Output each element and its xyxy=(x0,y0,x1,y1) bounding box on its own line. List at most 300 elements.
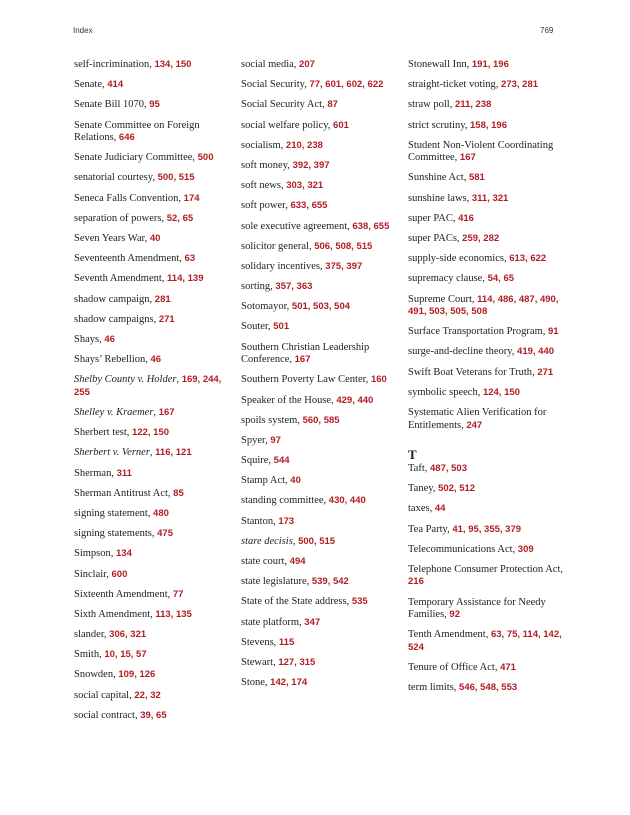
index-entry xyxy=(408,367,563,380)
term-separator: , xyxy=(176,374,182,386)
term-separator: , xyxy=(429,503,435,515)
term-separator: , xyxy=(331,394,337,406)
term-separator: , xyxy=(444,609,450,621)
term-separator: , xyxy=(106,568,112,580)
term-separator: , xyxy=(308,240,315,252)
index-entry xyxy=(408,253,563,266)
term-separator: , xyxy=(306,576,312,588)
index-term: supply-side economics xyxy=(408,253,504,265)
page-references: 546, 548, 553 xyxy=(459,682,518,694)
page-references: 480 xyxy=(153,507,169,519)
page-references: 87 xyxy=(327,99,338,111)
index-entry xyxy=(408,326,563,339)
index-entry xyxy=(408,544,563,557)
index-entry xyxy=(241,536,391,549)
index-column-1 xyxy=(74,59,224,730)
index-entry xyxy=(408,120,563,133)
page-references: 429, 440 xyxy=(336,394,374,406)
index-term: Seventh Amendment xyxy=(74,273,162,285)
index-entry xyxy=(408,463,563,476)
term-separator: , xyxy=(264,677,271,689)
index-term: Tea Party xyxy=(408,523,448,535)
term-separator: , xyxy=(304,79,310,91)
term-separator: , xyxy=(280,139,286,151)
index-term: Tenth Amendment xyxy=(408,629,486,641)
index-entry xyxy=(241,160,391,173)
index-term: term limits xyxy=(408,682,454,694)
page-references: 501 xyxy=(273,321,290,333)
index-entry xyxy=(241,415,391,428)
term-separator: , xyxy=(99,333,105,345)
term-separator: , xyxy=(126,427,133,439)
index-term: self-incrimination xyxy=(74,59,150,70)
page-references: 134 xyxy=(116,548,132,560)
index-letter-heading: T xyxy=(408,447,417,462)
page-references: 600 xyxy=(111,568,128,580)
term-separator: , xyxy=(145,354,151,366)
index-entry xyxy=(408,407,563,432)
page-references: 500 xyxy=(197,152,214,164)
index-entry xyxy=(241,99,391,112)
term-separator: , xyxy=(153,407,159,418)
index-term: state court xyxy=(241,556,285,567)
term-separator: , xyxy=(113,132,119,144)
page-references: 311, 321 xyxy=(471,192,509,204)
index-term: Temporary Assistance for Needy Families xyxy=(408,596,546,621)
index-term: taxes xyxy=(408,503,430,515)
term-separator: , xyxy=(134,709,141,721)
index-entry xyxy=(408,597,563,622)
index-entry xyxy=(241,516,391,529)
index-entry xyxy=(408,682,563,695)
page-references: 44 xyxy=(434,503,446,515)
index-term: Seven Years War xyxy=(74,233,145,244)
term-separator: , xyxy=(151,528,158,540)
page-references: 46 xyxy=(104,333,115,345)
index-entry xyxy=(408,99,563,112)
index-term: separation of powers xyxy=(74,212,162,224)
term-separator: , xyxy=(103,629,110,641)
index-entry xyxy=(241,200,391,213)
index-entry xyxy=(241,180,391,193)
term-separator: , xyxy=(494,662,501,673)
index-entry xyxy=(74,374,224,399)
index-term: supremacy clause xyxy=(408,273,483,285)
page-references: 113, 135 xyxy=(155,608,192,620)
page-references: 638, 655 xyxy=(352,220,390,232)
page-references: 116, 121 xyxy=(155,447,192,459)
index-entry xyxy=(408,140,563,165)
term-separator: , xyxy=(320,260,326,272)
index-entry xyxy=(74,407,224,420)
page-references: 91 xyxy=(547,326,559,338)
index-entry xyxy=(241,677,391,690)
index-term: Senate Judiciary Committee xyxy=(74,152,193,164)
page-references: 475 xyxy=(157,528,173,540)
index-term: Sotomayor xyxy=(241,301,287,313)
term-separator: , xyxy=(268,321,274,333)
index-entry xyxy=(241,395,391,408)
index-term: Speaker of the House xyxy=(241,394,332,406)
term-separator: , xyxy=(147,507,154,519)
page-references: 109, 126 xyxy=(118,669,156,681)
index-term: surge-and-decline theory xyxy=(408,346,512,358)
page-references: 167 xyxy=(459,152,476,164)
page-references: 281 xyxy=(154,293,171,305)
page-references: 114, 139 xyxy=(167,273,204,285)
page-references: 581 xyxy=(468,172,485,184)
index-entry xyxy=(74,468,224,481)
index-term: sunshine laws xyxy=(408,192,467,204)
term-separator: , xyxy=(297,414,303,426)
index-entry xyxy=(74,488,224,501)
index-entry xyxy=(408,524,563,537)
term-separator: , xyxy=(289,354,295,366)
page-references: 216 xyxy=(408,576,424,588)
index-term: Southern Poverty Law Center xyxy=(241,374,366,386)
index-term: socialism xyxy=(241,139,281,151)
index-term: strict scrutiny xyxy=(408,119,465,131)
index-entry xyxy=(408,172,563,185)
index-entry xyxy=(408,79,563,92)
index-term: social contract xyxy=(74,709,135,721)
index-term: signing statements xyxy=(74,528,152,540)
index-entry xyxy=(74,690,224,703)
index-entry xyxy=(241,59,391,72)
index-term: Southern Christian Leadership Conference xyxy=(241,341,370,366)
term-separator: , xyxy=(454,152,460,164)
term-separator: , xyxy=(322,99,328,111)
page-references: 247 xyxy=(466,419,483,431)
index-entry xyxy=(74,427,224,440)
index-entry xyxy=(241,221,391,234)
index-term: Sherbert test xyxy=(74,427,127,439)
index-entry xyxy=(74,120,224,145)
index-term: shadow campaign xyxy=(74,293,150,305)
page-references: 646 xyxy=(118,132,135,144)
index-term: Seventeenth Amendment xyxy=(74,253,180,265)
term-separator: , xyxy=(270,281,276,293)
page-references: 127, 315 xyxy=(278,656,316,668)
term-separator: , xyxy=(347,220,353,232)
index-term: shadow campaigns xyxy=(74,313,154,325)
index-term: Seneca Falls Convention xyxy=(74,192,179,204)
index-entry xyxy=(74,79,224,92)
index-entry xyxy=(408,193,563,206)
index-term: Senate xyxy=(74,79,102,91)
term-separator: , xyxy=(153,313,159,325)
index-entry xyxy=(74,710,224,723)
term-separator: , xyxy=(464,119,471,131)
index-entry xyxy=(74,629,224,642)
term-separator: , xyxy=(463,172,469,184)
index-term: social welfare policy xyxy=(241,119,328,131)
page-references: 124, 150 xyxy=(482,386,520,398)
page-references: 40 xyxy=(290,475,301,487)
term-separator: , xyxy=(273,515,279,527)
page-references: 22, 32 xyxy=(134,689,161,701)
index-term: Social Security Act xyxy=(241,99,323,111)
page-references: 77 xyxy=(172,588,184,600)
term-separator: , xyxy=(424,463,431,474)
index-term: solidary incentives xyxy=(241,260,321,272)
page-references: 160 xyxy=(370,374,387,386)
index-term: Simpson xyxy=(74,548,111,560)
index-entry xyxy=(74,528,224,541)
page-references: 10, 15, 57 xyxy=(104,649,147,661)
term-separator: , xyxy=(265,434,271,446)
term-separator: , xyxy=(192,152,198,164)
index-entry xyxy=(74,294,224,307)
page-references: 506, 508, 515 xyxy=(314,240,373,252)
page-references: 77, 601, 602, 622 xyxy=(309,79,384,91)
index-entry xyxy=(74,233,224,246)
index-term: Stevens xyxy=(241,636,274,648)
index-entry xyxy=(74,193,224,206)
term-separator: , xyxy=(273,636,279,648)
index-entry xyxy=(241,495,391,508)
index-term: Student Non-Violent Coordinating Committee xyxy=(408,139,554,164)
term-separator: , xyxy=(280,180,287,192)
index-column-3 xyxy=(408,59,563,702)
page-references: 271 xyxy=(537,366,554,378)
index-entry xyxy=(241,79,391,92)
page-references: 357, 363 xyxy=(275,281,313,293)
page-references: 41, 95, 355, 379 xyxy=(452,523,522,535)
term-separator: , xyxy=(99,649,105,661)
index-entry xyxy=(408,387,563,400)
index-entry xyxy=(408,213,563,226)
term-separator: , xyxy=(503,253,510,265)
index-term: Stone xyxy=(241,677,265,689)
index-entry xyxy=(74,649,224,662)
term-separator: , xyxy=(113,669,119,681)
index-entry xyxy=(74,213,224,226)
index-term: Tenure of Office Act xyxy=(408,662,495,673)
term-separator: , xyxy=(482,273,488,285)
index-term: Stamp Act xyxy=(241,475,286,487)
page-references: 601 xyxy=(333,119,349,131)
index-term: state legislature xyxy=(241,576,307,588)
term-separator: , xyxy=(150,608,156,620)
page-references: 419, 440 xyxy=(517,346,555,358)
index-term: social capital xyxy=(74,689,130,701)
index-term: senatorial courtesy xyxy=(74,172,153,184)
index-term: Senate Bill 1070 xyxy=(74,99,144,111)
page-references: 306, 321 xyxy=(109,629,147,641)
term-separator: , xyxy=(452,212,459,224)
page-references: 167 xyxy=(158,407,175,418)
term-separator: , xyxy=(161,212,167,224)
page-references: 392, 397 xyxy=(292,159,330,171)
index-term: Stonewall Inn xyxy=(408,59,467,70)
index-term: sorting xyxy=(241,281,271,293)
term-separator: , xyxy=(149,293,155,305)
index-entry xyxy=(241,556,391,569)
page-references: 46 xyxy=(150,354,162,366)
index-term: soft power xyxy=(241,200,286,212)
page-references: 158, 196 xyxy=(470,119,507,131)
index-entry xyxy=(74,354,224,367)
index-entry xyxy=(408,629,563,654)
term-separator: , xyxy=(286,301,292,313)
page-references: 544 xyxy=(273,455,290,467)
page-references: 311 xyxy=(116,467,132,479)
index-term: soft money xyxy=(241,159,288,171)
term-separator: , xyxy=(102,79,108,91)
index-term: Sherman xyxy=(74,467,112,479)
index-term: Shays xyxy=(74,333,100,345)
index-term: Systematic Alien Verification for Entitlements xyxy=(408,407,547,431)
term-separator: , xyxy=(285,475,291,487)
term-separator: , xyxy=(477,386,483,398)
index-term: spoils system xyxy=(241,414,298,426)
index-term: Taft xyxy=(408,463,425,474)
index-term: soft news xyxy=(241,180,281,192)
term-separator: , xyxy=(110,548,117,560)
page-references: 167 xyxy=(294,354,311,366)
term-separator: , xyxy=(268,455,274,467)
page-references: 92 xyxy=(449,609,460,621)
index-entry xyxy=(74,508,224,521)
page-references: 63, 75, 114, 142, 524 xyxy=(408,629,562,653)
index-term: Surface Transportation Program xyxy=(408,326,543,338)
index-term: solicitor general xyxy=(241,240,309,252)
index-term: social media xyxy=(241,59,294,70)
index-entry xyxy=(241,475,391,488)
index-term: standing committee xyxy=(241,495,324,507)
term-separator: , xyxy=(149,447,156,459)
index-entry xyxy=(241,342,391,367)
page-references: 500, 515 xyxy=(298,535,336,547)
index-term: stare decisis xyxy=(241,535,293,547)
index-entry xyxy=(408,483,563,496)
page-references: 273, 281 xyxy=(501,79,539,91)
index-term: Telecommunications Act xyxy=(408,543,513,555)
index-entry xyxy=(241,576,391,589)
term-separator: , xyxy=(149,59,155,70)
page-references: 560, 585 xyxy=(302,414,340,426)
page-references: 375, 397 xyxy=(325,260,363,272)
page-references: 414 xyxy=(107,79,124,91)
page-references: 487, 503 xyxy=(430,463,467,474)
index-term: Smith xyxy=(74,649,100,661)
page-references: 309 xyxy=(517,543,534,555)
index-entry xyxy=(408,294,563,319)
index-term: state platform xyxy=(241,616,300,628)
page-references: 134, 150 xyxy=(154,59,192,70)
index-entry xyxy=(74,99,224,112)
term-separator: , xyxy=(447,523,453,535)
term-separator: , xyxy=(495,79,502,91)
index-term: Spyer xyxy=(241,434,266,446)
index-entry xyxy=(241,261,391,274)
page-references: 501, 503, 504 xyxy=(291,301,351,313)
index-term: Sunshine Act xyxy=(408,172,464,184)
index-entry xyxy=(74,609,224,622)
page-references: 500, 515 xyxy=(157,172,195,184)
index-term: straight-ticket voting xyxy=(408,79,496,91)
page-references: 114, 486, 487, 490, 491, 503, 505, 508 xyxy=(408,293,559,318)
term-separator: , xyxy=(453,682,460,694)
index-term: State of the State address xyxy=(241,596,347,608)
page-references: 39, 65 xyxy=(140,709,167,721)
index-entry xyxy=(74,548,224,561)
index-term: Taney xyxy=(408,483,433,495)
term-separator: , xyxy=(461,419,467,431)
term-separator: , xyxy=(485,629,491,641)
page-references: 142, 174 xyxy=(270,677,308,689)
page-references: 303, 321 xyxy=(286,180,324,192)
term-separator: , xyxy=(432,483,439,495)
index-entry xyxy=(241,374,391,387)
page-references: 613, 622 xyxy=(509,253,547,265)
page-references: 173 xyxy=(278,515,295,527)
page-references: 97 xyxy=(270,434,281,446)
term-separator: , xyxy=(292,535,299,547)
page-references: 54, 65 xyxy=(487,273,515,285)
index-term: sole executive agreement xyxy=(241,220,348,232)
index-term: Supreme Court xyxy=(408,293,472,305)
index-entry xyxy=(74,569,224,582)
index-term: Telephone Consumer Protection Act xyxy=(408,563,561,575)
index-term: straw poll xyxy=(408,99,450,111)
page-references: 633, 655 xyxy=(290,200,328,212)
term-separator: , xyxy=(466,192,472,204)
page-references: 210, 238 xyxy=(285,139,323,151)
term-separator: , xyxy=(512,543,518,555)
index-term: Sixth Amendment xyxy=(74,608,151,620)
term-separator: , xyxy=(346,596,352,608)
term-separator: , xyxy=(273,656,279,668)
page-references: 95 xyxy=(149,99,160,111)
term-separator: , xyxy=(285,200,291,212)
page-references: 494 xyxy=(289,556,306,567)
index-entry xyxy=(408,662,563,675)
index-term: symbolic speech xyxy=(408,386,478,398)
index-entry xyxy=(408,59,563,72)
term-separator: , xyxy=(284,556,290,567)
index-term: signing statement xyxy=(74,507,148,519)
index-entry xyxy=(241,120,391,133)
index-entry xyxy=(241,241,391,254)
index-term: Shelley v. Kraemer xyxy=(74,407,154,418)
term-separator: , xyxy=(161,273,168,285)
index-entry xyxy=(74,669,224,682)
index-entry xyxy=(241,657,391,670)
term-separator: , xyxy=(532,366,538,378)
index-term: Social Security xyxy=(241,79,305,91)
term-separator: , xyxy=(542,326,548,338)
index-term: Squire xyxy=(241,455,269,467)
index-term: Souter xyxy=(241,321,268,333)
index-entry xyxy=(241,321,391,334)
page-references: 535 xyxy=(351,596,368,608)
index-term: Senate Committee on Foreign Relations xyxy=(74,119,200,144)
term-separator: , xyxy=(471,293,478,305)
index-term: Snowden xyxy=(74,669,114,681)
running-header-section: Index xyxy=(73,26,93,35)
index-term: super PAC xyxy=(408,212,453,224)
page-references: 271 xyxy=(158,313,175,325)
page-references: 169, 244, 255 xyxy=(74,374,222,398)
term-separator: , xyxy=(287,159,293,171)
page-references: 539, 542 xyxy=(311,576,349,588)
index-entry xyxy=(74,59,224,72)
term-separator: , xyxy=(129,689,135,701)
index-entry xyxy=(241,281,391,294)
index-entry xyxy=(241,140,391,153)
